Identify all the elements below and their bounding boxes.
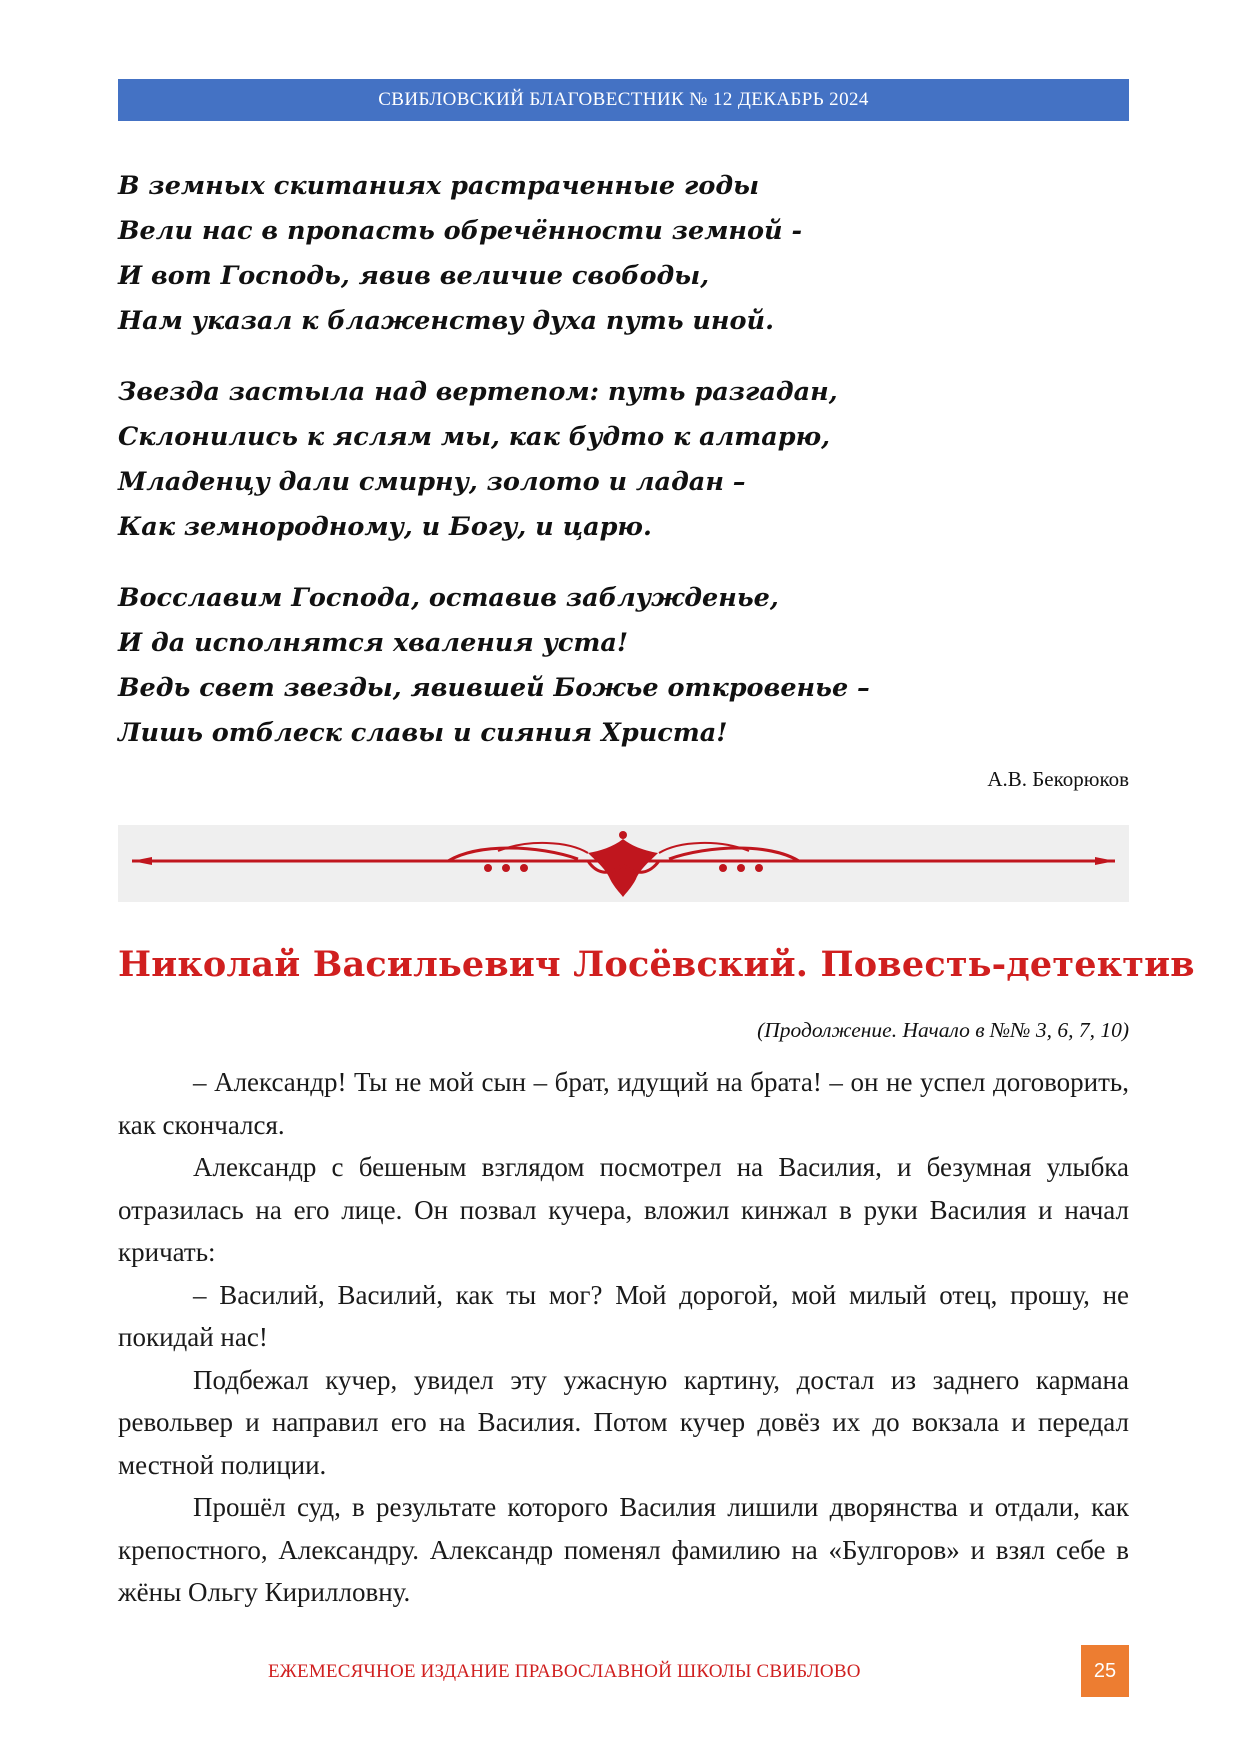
poem (118, 164, 1129, 782)
poem-line: Звезда застыла над вертепом: путь разгадан, (118, 377, 838, 407)
poem-stanza-3 (118, 576, 1129, 756)
poem-line: Лишь отблеск славы и сияния Христа! (118, 718, 728, 748)
article-paragraph: – Александр! Ты не мой сын – брат, идущий на брата! – он не успел договорить, как скончался. (118, 1067, 1129, 1140)
poem-line: Ведь свет звезды, явившей Божье откровенье – (118, 673, 870, 703)
article-title: Николай Васильевич Лосёвский. Повесть-детектив (118, 944, 1195, 985)
page-number-label: 25 (1093, 1659, 1117, 1682)
footer-text: ЕЖЕМЕСЯЧНОЕ ИЗДАНИЕ ПРАВОСЛАВНОЙ ШКОЛЫ СВИБЛОВО (268, 1661, 861, 1682)
ornamental-divider (118, 825, 1129, 902)
article-paragraph: Прошёл суд, в результате которого Василия лишили дворянства и отдали, как крепостного, Александру. Александр поменял фамилию на «Булгоров» и взял себе в жёны Ольгу Кирилловну. (118, 1492, 1129, 1607)
ornamental-divider-icon (118, 825, 1129, 902)
poem-line: И да исполнятся хваления уста! (118, 628, 629, 658)
article-paragraph: Подбежал кучер, увидел эту ужасную картину, достал из заднего кармана револьвер и направил его на Василия. Потом кучер довёз их до вокзала и передал местной полиции. (118, 1364, 1129, 1480)
poem-line: И вот Господь, явив величие свободы, (118, 261, 710, 291)
article-paragraph: Александр с бешеным взглядом посмотрел на Василия, и безумная улыбка отразилась на его лице. Он позвал кучера, вложил кинжал в руки Василия и начал кричать: (118, 1152, 1129, 1267)
poem-stanza-1 (118, 164, 1129, 344)
continuation-note: (Продолжение. Начало в №№ 3, 6, 7, 10) (757, 1018, 1129, 1042)
poem-line: Вели нас в пропасть обречённости земной - (118, 216, 803, 246)
poem-line: В земных скитаниях растраченные годы (118, 171, 760, 201)
header-title: СВИБЛОВСКИЙ БЛАГОВЕСТНИК № 12 ДЕКАБРЬ 2024 (378, 89, 869, 110)
poem-stanza-2 (118, 370, 1129, 550)
article-body (118, 1061, 1129, 1614)
header-bar (118, 79, 1129, 121)
poem-line: Восславим Господа, оставив заблужденье, (118, 583, 779, 613)
poem-line: Как земнородному, и Богу, и царю. (118, 512, 652, 542)
page-number (1081, 1645, 1129, 1697)
poem-author: А.В. Бекорюков (987, 767, 1129, 791)
poem-line: Младенцу дали смирну, золото и ладан – (118, 467, 746, 497)
poem-line: Склонились к яслям мы, как будто к алтарю, (118, 422, 831, 452)
poem-line: Нам указал к блаженству духа путь иной. (118, 306, 774, 336)
article-paragraph: – Василий, Василий, как ты мог? Мой дорогой, мой милый отец, прошу, не покидай нас! (118, 1279, 1129, 1352)
